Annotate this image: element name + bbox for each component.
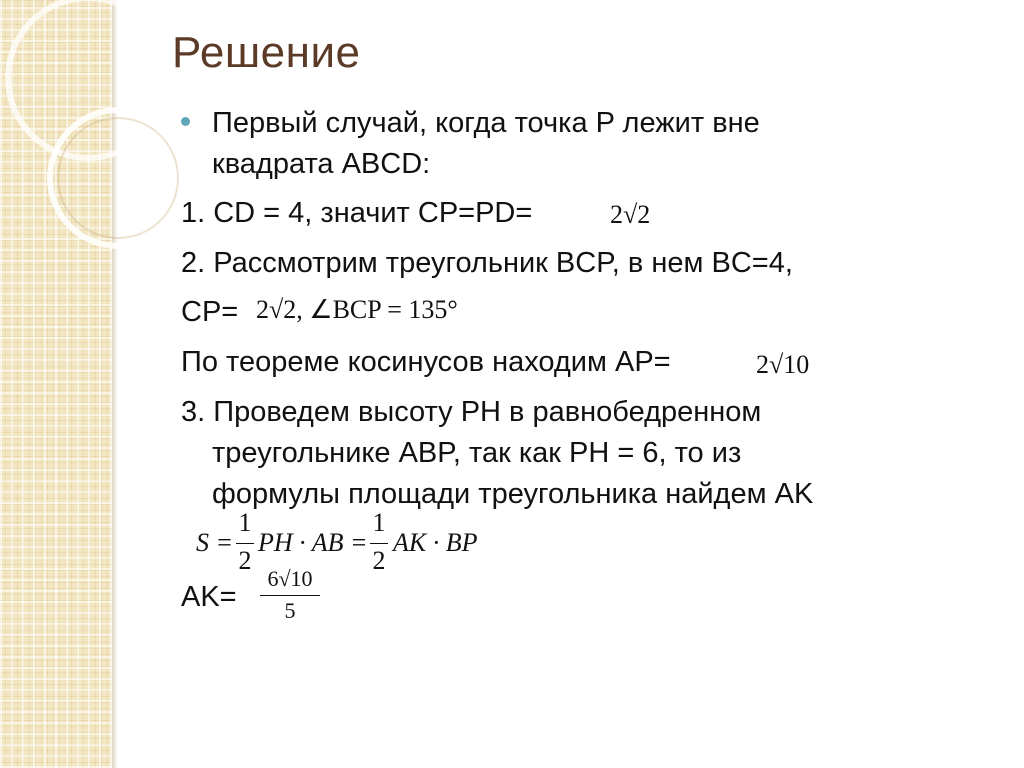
cosine-value: 2√10 — [756, 350, 810, 379]
step-2-value: 2√2, ∠BCP = 135° — [256, 295, 458, 324]
step-3-line-3: формулы площади треугольника найдем AK — [212, 478, 814, 510]
area-formula-middle: PH · AB = — [258, 528, 368, 557]
fraction-bar — [260, 595, 320, 596]
cosine-line: По теореме косинусов находим AP= — [181, 346, 671, 378]
step-3-line-2: треугольнике ABP, так как PH = 6, то из — [212, 437, 742, 469]
fraction-bar — [236, 543, 254, 544]
bullet-icon — [181, 117, 190, 126]
area-fraction-2-denominator: 2 — [372, 546, 386, 575]
ak-label: AK= — [181, 581, 237, 613]
area-fraction-2-numerator: 1 — [372, 508, 386, 537]
ak-denominator: 5 — [284, 598, 296, 623]
step-1-text: 1. CD = 4, значит CP=PD= — [181, 197, 533, 229]
fraction-bar — [370, 543, 388, 544]
step-3-line-1: 3. Проведем высоту PH в равнобедренном — [181, 396, 762, 428]
area-fraction-1-numerator: 1 — [238, 508, 252, 537]
bullet-line-2: квадрата ABCD: — [212, 148, 431, 180]
area-formula-left: S = — [196, 528, 234, 557]
ak-numerator: 6√10 — [267, 566, 313, 591]
step-2-line-1: 2. Рассмотрим треугольник BCP, в нем BC=4, — [181, 247, 793, 279]
slide-title: Решение — [172, 28, 361, 77]
step-2-cp-label: CP= — [181, 296, 239, 328]
bullet-line-1: Первый случай, когда точка P лежит вне — [212, 107, 760, 139]
step-1-value: 2√2 — [610, 200, 651, 229]
decorative-rings — [0, 0, 200, 768]
area-fraction-1-denominator: 2 — [238, 546, 252, 575]
area-formula-right: AK · BP — [393, 528, 478, 557]
